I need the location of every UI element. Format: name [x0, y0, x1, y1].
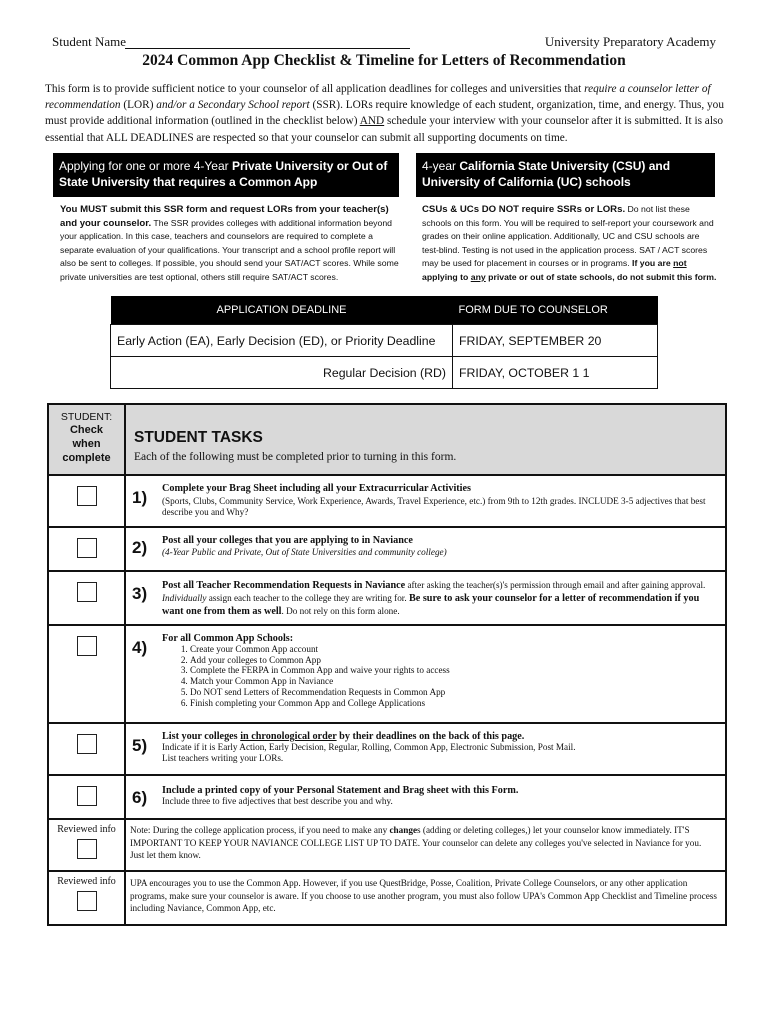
task-title: For all Common App Schools: — [162, 633, 294, 644]
csu-uc-header: 4-year California State University (CSU) and University of California (UC) schools — [416, 153, 715, 197]
student-tasks-subheading: Each of the following must be completed prior to turning in this form. — [134, 451, 457, 463]
task-6-checkbox[interactable] — [77, 786, 97, 806]
list-item: 6. Finish completing your Common App and College Applications — [190, 698, 717, 709]
task-title: Include a printed copy of your Personal Statement and Brag sheet with this Form. — [162, 785, 519, 796]
task-title: List your colleges in chronological order by their deadlines on the back of this page. — [162, 731, 525, 742]
private-university-header: Applying for one or more 4-Year Private University or Out of State University that requires a Common App — [53, 153, 399, 197]
task-4-checkbox[interactable] — [77, 636, 97, 656]
task-number: 4) — [132, 638, 148, 657]
task-detail: (Sports, Clubs, Community Service, Work Experience, Awards, Travel Experience, etc.) from 9th to 12th grades. INCLUDE 3-5 adjectives that best describe you and Why? — [162, 496, 706, 517]
reviewed-info-label: Reviewed info — [57, 876, 116, 887]
private-university-text: You MUST submit this SSR form and request LORs from your teacher(s) and your counselor. The SSR provides colleges with additional information beyond your application. In this case, teachers and counselors are required to complete a separate evaluation of your qualifications. Your transcript and a school profile report will also be sent to colleges. If possible, you should send your SAT/ACT scores. While some private universities are test optional, others still require SAT/ACT scores. — [60, 204, 399, 282]
task-number: 6) — [132, 788, 148, 807]
due-column-header: FORM DUE TO COUNSELOR — [453, 296, 658, 325]
task-detail: (4-Year Public and Private, Out of State Universities and community college) — [162, 547, 447, 557]
task-5-checkbox[interactable] — [77, 734, 97, 754]
table-row — [48, 871, 726, 925]
common-app-note: UPA encourages you to use the Common App. However, if you use QuestBridge, Posse, Coalition, Private College Counselors, or any other application programs, make sure your counselor is aware. If you choose to use another program, you must also follow UPA's Common App Checklist and Timeline process including Naviance, Common App, etc. — [125, 871, 726, 925]
table-row — [111, 325, 658, 357]
task-detail: Indicate if it is Early Action, Early Decision, Regular, Rolling, Common App, Electronic Submission, Post Mail. — [162, 742, 576, 752]
task-2-checkbox[interactable] — [77, 538, 97, 558]
csu-uc-text: CSUs & UCs DO NOT require SSRs or LORs. Do not list these schools on this form. You will be required to self-report your coursework and grades on their online application. Additionally, UC and CSU schools are test-blind. Testing is not used in the application process. SAT / ACT scores may be used for placement in courses or in programs. If you are not applying to any private or out of state schools, do not submit this form. — [422, 204, 717, 282]
table-row — [48, 475, 726, 527]
list-item: 3. Complete the FERPA in Common App and waive your rights to access — [190, 665, 717, 676]
student-label: STUDENT: — [60, 411, 113, 423]
deadline-type: Regular Decision (RD) — [111, 357, 453, 389]
table-row — [48, 571, 726, 625]
deadline-due-date: FRIDAY, SEPTEMBER 20 — [453, 325, 658, 357]
deadline-table — [110, 296, 658, 389]
table-row — [111, 357, 658, 389]
reviewed-info-label: Reviewed info — [57, 824, 116, 835]
common-app-steps — [162, 644, 717, 708]
table-row — [48, 527, 726, 571]
student-tasks-heading: STUDENT TASKS — [134, 429, 263, 446]
task-3-checkbox[interactable] — [77, 582, 97, 602]
task-number: 5) — [132, 736, 148, 755]
task-1-checkbox[interactable] — [77, 486, 97, 506]
check-when-complete-label: Check when complete — [62, 424, 111, 464]
task-number: 1) — [132, 488, 148, 507]
table-row — [48, 723, 726, 775]
student-tasks-table — [47, 403, 727, 926]
student-name-field[interactable] — [125, 48, 410, 49]
task-detail: Include three to five adjectives that best describe you and why. — [162, 796, 393, 806]
deadline-column-header: APPLICATION DEADLINE — [111, 296, 453, 325]
student-name-label: Student Name — [52, 34, 127, 49]
task-number: 3) — [132, 584, 148, 603]
list-item: 2. Add your colleges to Common App — [190, 655, 717, 666]
deadline-due-date: FRIDAY, OCTOBER 1 1 — [453, 357, 658, 389]
list-item: 5. Do NOT send Letters of Recommendation Requests in Common App — [190, 687, 717, 698]
student-check-header — [48, 404, 125, 475]
reviewed-note: Note: During the college application process, if you need to make any changes (adding or deleting colleges,) let your counselor know immediately. IT'S IMPORTANT TO KEEP YOUR NAVIANCE COLLEGE LIST UP TO DATE. Your counselor can delete any colleges you've selected in Naviance for you. Just let them know. — [125, 819, 726, 871]
reviewed-info-checkbox[interactable] — [77, 839, 97, 859]
table-row — [48, 625, 726, 723]
task-detail: List teachers writing your LORs. — [162, 753, 284, 763]
page-title: 2024 Common App Checklist & Timeline for Letters of Recommendation — [142, 52, 626, 69]
list-item: 1. Create your Common App account — [190, 644, 717, 655]
task-title: Complete your Brag Sheet including all your Extracurricular Activities — [162, 483, 472, 494]
table-row — [48, 819, 726, 871]
table-row — [48, 775, 726, 819]
deadline-type: Early Action (EA), Early Decision (ED), or Priority Deadline — [111, 325, 453, 357]
task-title: Post all your colleges that you are applying to in Naviance — [162, 535, 413, 546]
task-number: 2) — [132, 538, 148, 557]
task-description: Post all Teacher Recommendation Requests in Naviance after asking the teacher(s)'s permission through email and after gaining approval. Individually assign each teacher to the college they are writing for. Be sure to ask your counselor for a letter of recommendation if you want one from them as well. Do not rely on this form alone. — [162, 580, 706, 617]
reviewed-info-checkbox[interactable] — [77, 891, 97, 911]
school-name: University Preparatory Academy — [544, 34, 716, 49]
list-item: 4. Match your Common App in Naviance — [190, 676, 717, 687]
intro-paragraph: This form is to provide sufficient notice to your counselor of all application deadlines for colleges and universities that require a counselor letter of recommendation (LOR) and/or a Secondary School report (SSR). LORs require knowledge of each student, organization, time, and energy. Thus, you must provide additional information (outlined in the checklist below) AND schedule your interview with your counselor after it is submitted. It is also essential that ALL DEADLINES are respected so that your counselor can submit all supporting documents on time. — [45, 83, 724, 144]
